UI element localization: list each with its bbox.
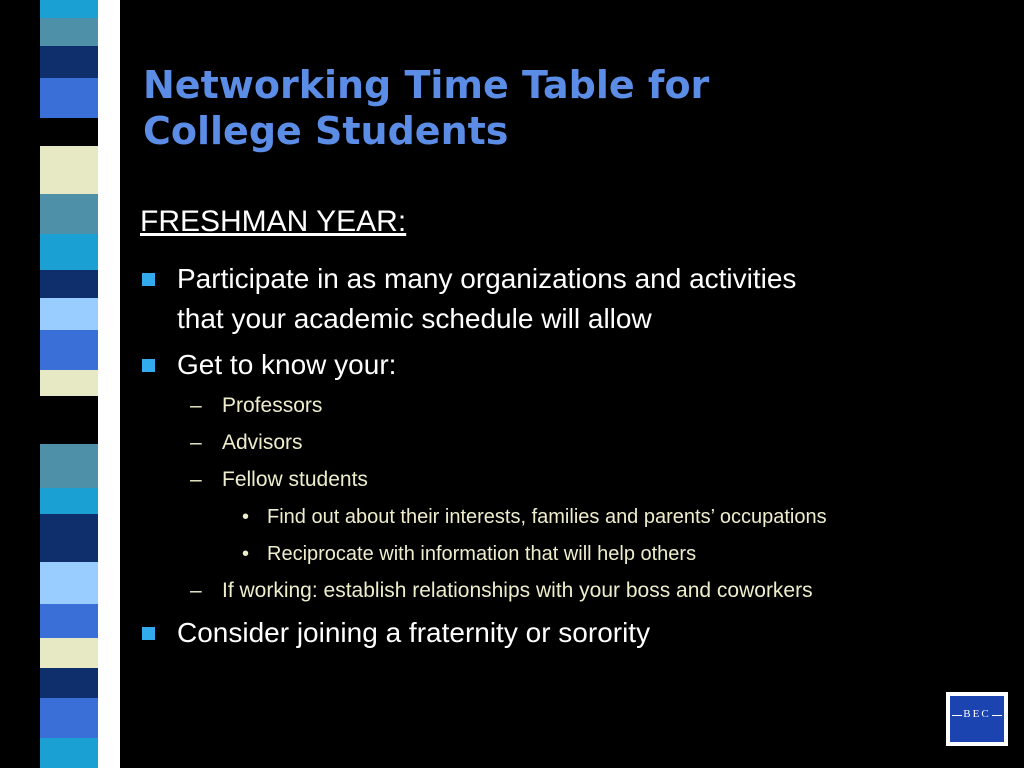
logo-panel — [950, 696, 1004, 742]
bullet-text: Consider joining a fraternity or sorority — [177, 617, 651, 648]
sub-bullet-text: Fellow students — [222, 468, 368, 491]
sub-bullet-item — [140, 576, 1010, 606]
stripe-block — [40, 562, 98, 604]
stripe-block — [40, 668, 98, 698]
sub-bullet-item — [140, 428, 1010, 458]
bec-logo — [946, 692, 1008, 746]
title-line: College Students — [143, 109, 509, 153]
stripe-block — [40, 0, 98, 18]
title-line: Networking Time Table for — [143, 63, 710, 107]
sub-bullet-text: Professors — [222, 394, 323, 417]
bullet-item — [140, 345, 1010, 385]
square-bullet-icon — [142, 273, 155, 286]
sub-bullet-item — [140, 465, 1010, 495]
stripe-block — [40, 488, 98, 514]
stripe-block — [40, 514, 98, 562]
bullet-item — [140, 259, 1010, 339]
bullet-text: Get to know your: — [177, 349, 397, 380]
stripe-white-edge — [98, 0, 120, 768]
section-heading: FRESHMAN YEAR: — [140, 205, 407, 238]
sub-bullet-item — [140, 391, 1010, 421]
dash-bullet-icon: – — [190, 431, 202, 454]
dash-bullet-icon: – — [190, 394, 202, 417]
sub-sub-bullet-text: Reciprocate with information that will help others — [267, 543, 697, 565]
sub-sub-bullet-text: Find out about their interests, families and parents’ occupations — [267, 506, 827, 528]
logo-text: BEC — [963, 708, 991, 720]
square-bullet-icon — [142, 359, 155, 372]
stripe-block — [40, 270, 98, 298]
stripe-block — [40, 194, 98, 234]
bullet-text-line: Participate in as many organizations and activities — [177, 263, 797, 294]
stripe-block — [40, 604, 98, 638]
stripe-block — [40, 234, 98, 270]
sub-sub-bullet-item — [140, 539, 1010, 569]
decorative-stripe — [0, 0, 120, 768]
stripe-block — [40, 738, 98, 768]
stripe-block — [40, 370, 98, 396]
square-bullet-icon — [142, 627, 155, 640]
stripe-block — [40, 330, 98, 370]
stripe-block — [40, 444, 98, 488]
stripe-block — [40, 46, 98, 78]
stripe-block — [40, 298, 98, 330]
dash-bullet-icon: – — [190, 468, 202, 491]
slide-content — [140, 205, 1010, 659]
sub-bullet-text: Advisors — [222, 431, 303, 454]
stripe-block — [40, 396, 98, 444]
stripe-block — [40, 638, 98, 668]
dot-bullet-icon: • — [242, 506, 250, 528]
stripe-block — [40, 18, 98, 46]
stripe-block — [40, 146, 98, 194]
bullet-text-line: that your academic schedule will allow — [177, 303, 652, 334]
bullet-item — [140, 613, 1010, 653]
sub-bullet-text: If working: establish relationships with your boss and coworkers — [222, 579, 813, 602]
dot-bullet-icon: • — [242, 543, 250, 565]
slide-title — [143, 62, 963, 154]
dash-bullet-icon: – — [190, 579, 202, 602]
logo-rule-right — [992, 715, 1002, 716]
stripe-block — [40, 78, 98, 118]
sub-sub-bullet-item — [140, 502, 1010, 532]
stripe-block — [40, 698, 98, 738]
stripe-block — [40, 118, 98, 146]
